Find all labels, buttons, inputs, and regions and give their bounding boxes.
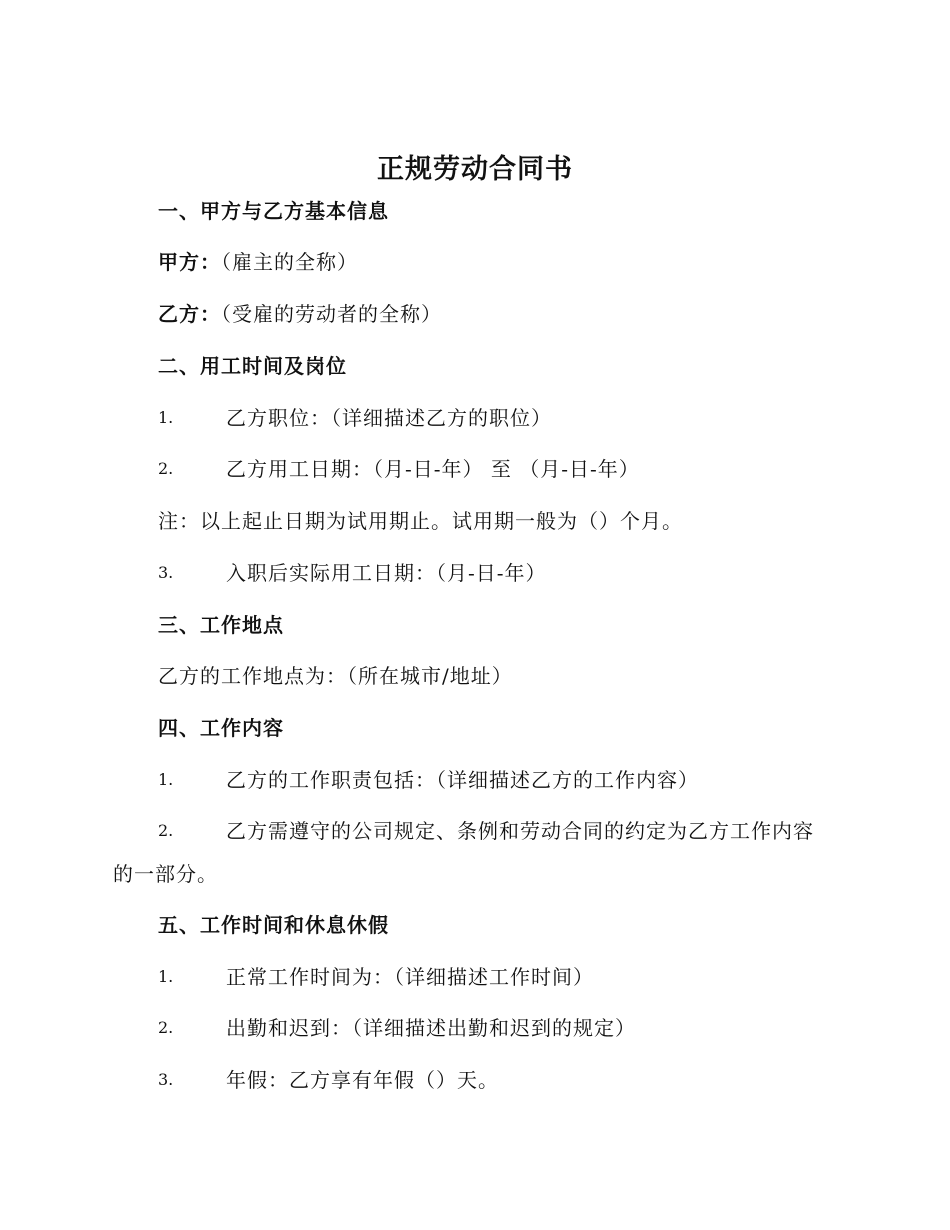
section-heading-work-content: 四、工作内容 xyxy=(158,716,284,740)
list-number: 2. xyxy=(158,821,174,840)
list-item-attendance: 出勤和迟到：（详细描述出勤和迟到的规定） xyxy=(226,1016,636,1040)
document-title: 正规劳动合同书 xyxy=(377,154,573,185)
list-number: 1. xyxy=(158,770,174,789)
party-a-row xyxy=(158,248,358,276)
list-item-annual-leave: 年假：乙方享有年假（）天。 xyxy=(226,1068,499,1092)
section-heading-working-hours: 五、工作时间和休息休假 xyxy=(158,913,389,937)
list-number: 1. xyxy=(158,408,174,427)
list-item-working-hours: 正常工作时间为：（详细描述工作时间） xyxy=(226,965,594,989)
list-item-position: 乙方职位：（详细描述乙方的职位） xyxy=(226,406,552,430)
party-b-value: （受雇的劳动者的全称） xyxy=(221,302,442,326)
list-number: 1. xyxy=(158,967,174,986)
work-location-text: 乙方的工作地点为：（所在城市/地址） xyxy=(158,664,513,688)
list-item-actual-start-date: 入职后实际用工日期：（月-日-年） xyxy=(226,561,547,585)
list-number: 2. xyxy=(158,1018,174,1037)
list-number: 3. xyxy=(158,563,174,582)
party-b-label: 乙方： xyxy=(158,302,221,326)
section-heading-basic-info: 一、甲方与乙方基本信息 xyxy=(158,199,389,223)
list-number: 2. xyxy=(158,459,174,478)
probation-note: 注：以上起止日期为试用期止。试用期一般为（）个月。 xyxy=(158,509,683,533)
section-heading-work-location: 三、工作地点 xyxy=(158,613,284,637)
list-item-employment-dates: 乙方用工日期：（月-日-年） 至 （月-日-年） xyxy=(226,457,640,481)
party-b-row xyxy=(158,300,442,328)
list-item-rules-line1: 乙方需遵守的公司规定、条例和劳动合同的约定为乙方工作内容 xyxy=(226,819,814,843)
party-a-value: （雇主的全称） xyxy=(221,250,358,274)
party-a-label: 甲方： xyxy=(158,250,221,274)
list-item-rules-line2: 的一部分。 xyxy=(113,862,218,886)
list-item-duties: 乙方的工作职责包括：（详细描述乙方的工作内容） xyxy=(226,768,699,792)
list-number: 3. xyxy=(158,1070,174,1089)
section-heading-employment-period: 二、用工时间及岗位 xyxy=(158,354,347,378)
